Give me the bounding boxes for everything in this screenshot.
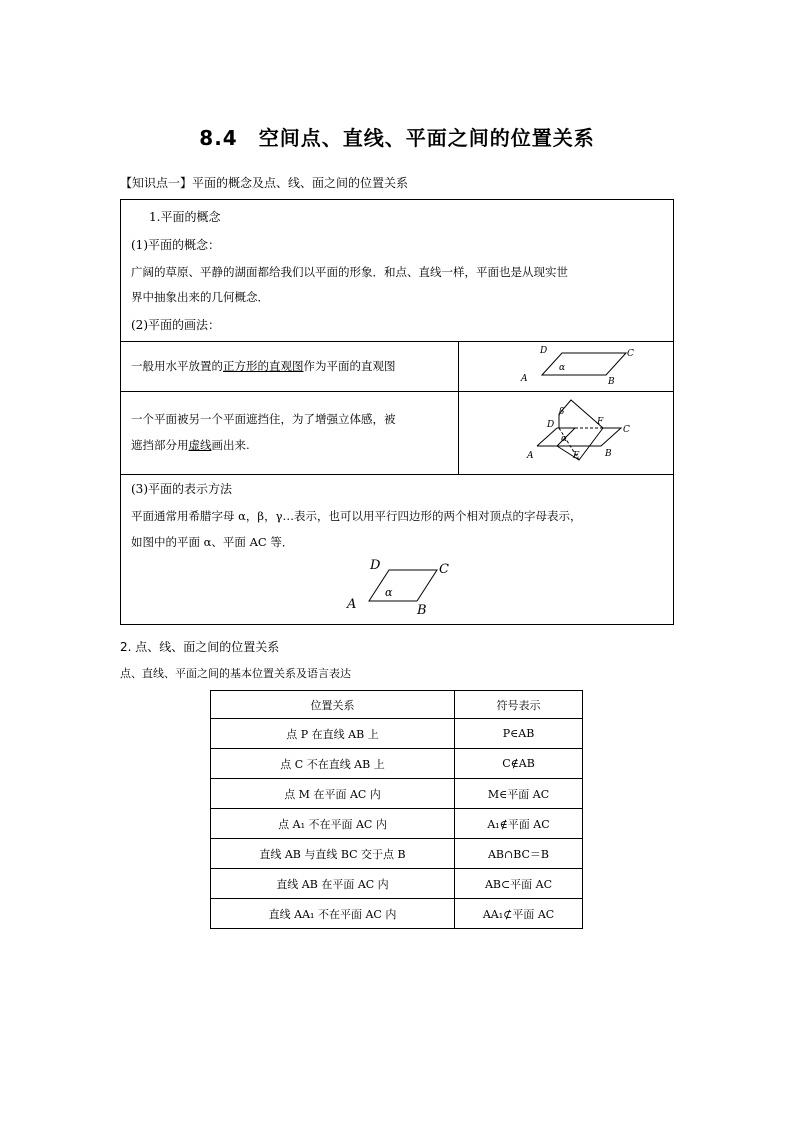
sub1-text-line1: 广阔的草原、平静的湖面都给我们以平面的形象．和点、直线一样，平面也是从现实世 — [131, 265, 568, 279]
section2-intro: 点、直线、平面之间的基本位置关系及语言表达 — [120, 667, 351, 680]
symbol-cell: C∉AB — [455, 749, 583, 779]
relations-table — [210, 690, 583, 929]
label-alpha: α — [561, 434, 568, 444]
label-D: D — [540, 346, 548, 356]
drawing-row2-line2: 遮挡部分用虚线画出来. — [131, 438, 250, 452]
label-C: C — [627, 349, 634, 359]
sub3-label: (3)平面的表示方法 — [131, 482, 232, 496]
relation-cell: 点 C 不在直线 AB 上 — [211, 749, 455, 779]
label-A: A — [527, 451, 534, 461]
table-row — [211, 809, 583, 839]
header-symbol: 符号表示 — [455, 691, 583, 719]
plane-figure-2 — [511, 394, 641, 472]
knowledge-box — [120, 199, 674, 625]
table-row — [211, 749, 583, 779]
divider — [121, 474, 673, 475]
drawing-row2-line1: 一个平面被另一个平面遮挡住，为了增强立体感，被 — [131, 412, 396, 426]
page-title: 8.4 空间点、直线、平面之间的位置关系 — [199, 126, 595, 150]
relation-cell: 直线 AB 与直线 BC 交于点 B — [211, 839, 455, 869]
sub2-label: (2)平面的画法： — [131, 318, 220, 332]
label-C: C — [439, 562, 449, 577]
label-D: D — [370, 558, 381, 573]
symbol-cell: AB⊂平面 AC — [455, 869, 583, 899]
divider — [121, 341, 673, 342]
relation-cell: 直线 AA₁ 不在平面 AC 内 — [211, 899, 455, 929]
parallelogram-shape — [542, 353, 626, 375]
drawing-row1-text: 一般用水平放置的正方形的直观图作为平面的直观图 — [131, 359, 396, 373]
symbol-cell: AB∩BC＝B — [455, 839, 583, 869]
relation-cell: 直线 AB 在平面 AC 内 — [211, 869, 455, 899]
label-beta: β — [559, 407, 565, 417]
label-F: F — [597, 417, 604, 427]
relation-cell: 点 M 在平面 AC 内 — [211, 779, 455, 809]
knowledge-point-heading: 【知识点一】平面的概念及点、线、面之间的位置关系 — [120, 176, 409, 190]
column-divider — [458, 341, 459, 474]
label-A: A — [521, 374, 528, 384]
relation-cell: 点 P 在直线 AB 上 — [211, 719, 455, 749]
concept-title: 1.平面的概念 — [149, 210, 221, 224]
label-E: E — [573, 451, 580, 461]
symbol-cell: A₁∉平面 AC — [455, 809, 583, 839]
label-D: D — [547, 420, 555, 430]
plane-figure-1 — [516, 345, 636, 387]
sub1-text-line2: 界中抽象出来的几何概念． — [131, 290, 269, 304]
sub3-text-line1: 平面通常用希腊字母 α，β，γ…表示，也可以用平行四边形的两个相对顶点的字母表示， — [131, 509, 582, 523]
plane-figure-3 — [339, 556, 459, 618]
label-B: B — [417, 603, 427, 618]
label-C: C — [623, 425, 630, 435]
label-alpha: α — [559, 363, 566, 373]
label-B: B — [608, 377, 615, 387]
sub3-text-line2: 如图中的平面 α、平面 AC 等． — [131, 535, 294, 549]
table-row — [211, 719, 583, 749]
sub1-label: (1)平面的概念： — [131, 238, 220, 252]
divider — [121, 391, 673, 392]
table-row — [211, 839, 583, 869]
symbol-cell: AA₁⊄平面 AC — [455, 899, 583, 929]
parallelogram-shape — [369, 570, 437, 601]
table-row — [211, 869, 583, 899]
label-A: A — [347, 597, 357, 612]
table-row — [211, 779, 583, 809]
relation-cell: 点 A₁ 不在平面 AC 内 — [211, 809, 455, 839]
header-relation: 位置关系 — [211, 691, 455, 719]
symbol-cell: M∈平面 AC — [455, 779, 583, 809]
table-row — [211, 899, 583, 929]
label-B: B — [605, 449, 612, 459]
table-header-row — [211, 691, 583, 719]
symbol-cell: P∈AB — [455, 719, 583, 749]
section2-heading: 2. 点、线、面之间的位置关系 — [120, 640, 280, 654]
label-alpha: α — [385, 586, 393, 599]
